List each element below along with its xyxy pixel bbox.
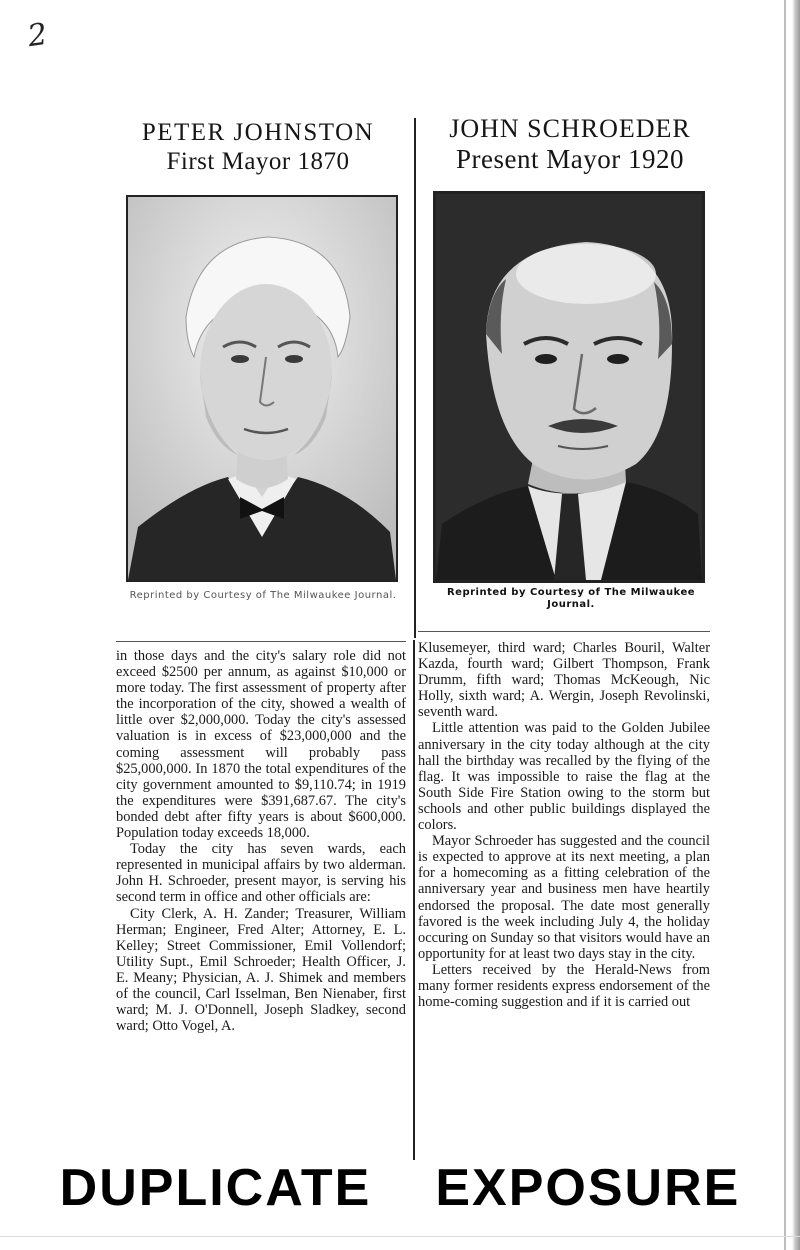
- right-heading-title: Present Mayor 1920: [456, 144, 684, 174]
- article-paragraph: Today the city has seven wards, each represented in municipal affairs by two alderman. John H. Schroeder, present mayor, is serving his second term in office and other officials are:: [116, 841, 406, 906]
- article-paragraph: in those days and the city's salary role did not exceed $2500 per annum, as against $10,000 or more today. The first assessment of property after the incorporation of the city, showed a wealth of little over $2,000,000. Today the city's assessed valuation is in excess of $23,000,000 and the coming assessment will probably pass $25,000,000. In 1870 the total expenditures of the city government amounted to $9,110.74; in 1919 the expenditures were $391,687.67. The city's bonded debt after fifty years is about $600,000. Population today exceeds 18,000.: [116, 648, 406, 842]
- article-paragraph: City Clerk, A. H. Zander; Treasurer, William Herman; Engineer, Fred Alter; Attorney, E. L. Kelley; Street Commissioner, Emil Vollendorf; Utility Supt., Emil Schroeder; Health Officer, J. E. Meany; Physician, A. J. Shimek and members of the council, Carl Isselman, Ben Nienaber, first ward; M. J. O'Donnell, Joseph Sladkey, second ward; Otto Vogel, A.: [116, 905, 406, 1035]
- left-heading: [108, 120, 408, 174]
- stamp-word-exposure: EXPOSURE: [435, 1159, 741, 1217]
- left-portrait: [126, 195, 398, 582]
- article-paragraph: Mayor Schroeder has suggested and the council is expected to approve at its next meeting, a plan for a homecoming as a fitting celebration of the anniversary year and business men have heartily endorsed the proposal. The date most generally favored is the week including July 4, the holiday occuring on Sunday so that visitors would have an opportunity for at least two days stay in the city.: [418, 833, 710, 962]
- article-top-rule-right: [418, 631, 710, 632]
- article-paragraph: Klusemeyer, third ward; Charles Bouril, Walter Kazda, fourth ward; Gilbert Thompson, Frank Drumm, fifth ward; Thomas McKeough, Nic Holly, sixth ward; A. Wergin, Joseph Revolinski, seventh ward.: [418, 640, 710, 721]
- scan-edge-line: [784, 0, 786, 1250]
- article-paragraph: Letters received by the Herald-News from many former residents express endorsement of the home-coming suggestion and if it is carried out: [418, 961, 710, 1011]
- right-photo-caption: Reprinted by Courtesy of The Milwaukee Journal.: [446, 587, 696, 610]
- article-paragraph: Little attention was paid to the Golden Jubilee anniversary in the city today although at the city hall the birthday was recalled by the flying of the flag. It was impossible to raise the flag at the South Side Fire Station owing to the storm but schools and other public buildings displayed the colors.: [418, 720, 710, 834]
- page-number: 2: [25, 16, 50, 55]
- article-top-rule-left: [116, 641, 406, 642]
- peter-johnston-photo: [128, 197, 396, 580]
- duplicate-exposure-stamp: [0, 1158, 800, 1218]
- column-divider-bottom: [413, 640, 415, 1160]
- left-heading-name: PETER JOHNSTON: [141, 119, 375, 146]
- column-divider-top: [414, 118, 416, 638]
- john-schroeder-photo: [436, 194, 702, 580]
- right-heading: [420, 116, 720, 173]
- right-heading-name: JOHN SCHROEDER: [449, 114, 691, 143]
- article-left-column: [116, 648, 406, 1034]
- scan-edge-shadow: [792, 0, 800, 1250]
- article-right-column: [418, 640, 710, 1010]
- bottom-rule: [0, 1236, 800, 1237]
- left-heading-title: First Mayor 1870: [166, 148, 350, 175]
- stamp-word-duplicate: DUPLICATE: [59, 1159, 372, 1217]
- right-portrait: [433, 191, 705, 583]
- left-photo-caption: Reprinted by Courtesy of The Milwaukee Journal.: [129, 590, 397, 601]
